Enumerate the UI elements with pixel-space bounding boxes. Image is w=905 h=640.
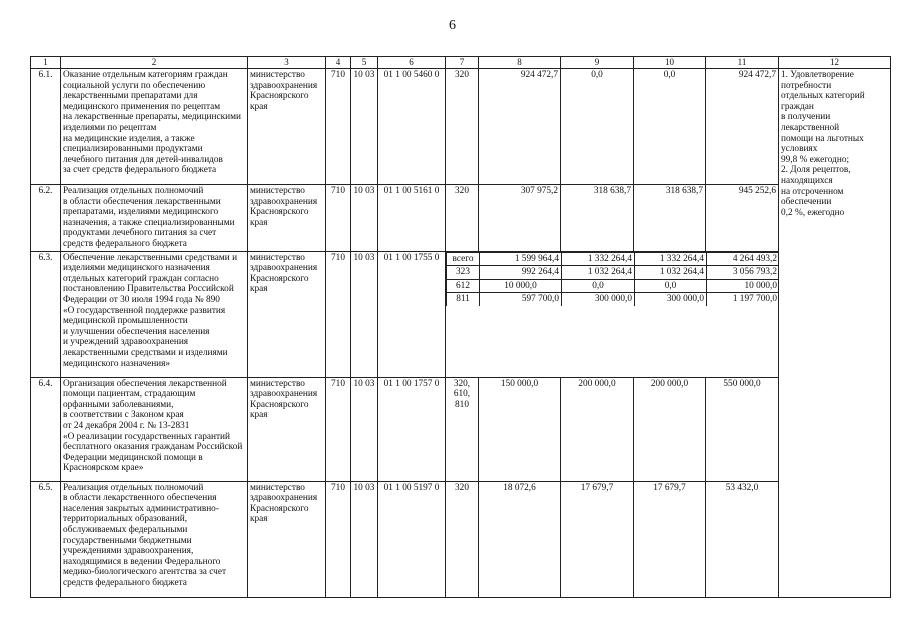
code-grbs: 710	[326, 251, 351, 377]
amount-total: 53 432,0	[706, 481, 779, 597]
amount-year2: 1 332 264,4	[562, 252, 635, 266]
code-csr: 01 1 00 1755 0	[378, 251, 446, 377]
expected-result: 1. Удовлетворение потребности отдельных категорий граждан в получении лекарственной помощи на льготных условиях 99,8 % ежегодно; 2. Доля рецептов, находящихся на отсроченном обеспечении 0,2 %, ежегодно	[779, 69, 891, 598]
code-rzpr: 10 03	[351, 69, 378, 185]
code-grbs: 710	[326, 481, 351, 597]
code-vr: 612	[447, 279, 480, 293]
col-header: 5	[351, 57, 378, 69]
col-header: 8	[479, 57, 561, 69]
col-header: 2	[61, 57, 248, 69]
breakdown-row	[447, 252, 779, 266]
amount-year1: 10 000,0	[480, 279, 562, 293]
amount-year1: 307 975,2	[479, 185, 561, 252]
code-vr: всего	[447, 252, 480, 266]
amount-year2: 0,0	[561, 69, 634, 185]
amount-year1: 924 472,7	[479, 69, 561, 185]
col-header: 9	[561, 57, 634, 69]
amount-year3: 1 332 264,4	[635, 252, 707, 266]
col-header: 4	[326, 57, 351, 69]
row-number: 6.5.	[31, 481, 61, 597]
code-grbs: 710	[326, 377, 351, 481]
code-vr: 323	[447, 266, 480, 280]
executor: министерство здравоохранения Красноярского края	[248, 377, 326, 481]
table-row	[31, 481, 891, 597]
amount-year3: 17 679,7	[634, 481, 706, 597]
amount-total: 550 000,0	[706, 377, 779, 481]
program-table	[30, 56, 891, 598]
amount-year1: 18 072,6	[479, 481, 561, 597]
breakdown-row	[447, 266, 779, 280]
amount-year3: 0,0	[634, 69, 706, 185]
amount-year3: 300 000,0	[635, 293, 707, 306]
amount-year3: 200 000,0	[634, 377, 706, 481]
amount-year2: 0,0	[562, 279, 635, 293]
amount-year2: 318 638,7	[561, 185, 634, 252]
amount-total: 945 252,6	[706, 185, 779, 252]
amount-year3: 1 032 264,4	[635, 266, 707, 280]
amount-total: 924 472,7	[706, 69, 779, 185]
table-row	[31, 377, 891, 481]
executor: министерство здравоохранения Красноярского края	[248, 69, 326, 185]
activity-name: Оказание отдельным категориям граждан социальной услуги по обеспечению лекарственными препаратами для медицинского применения по рецептам на лекарственные препараты, медицинскими изделиями по рецептам на медицинские изделия, а также специализированными продуктами лечебного питания для детей-инвалидов за счет средств федерального бюджета	[61, 69, 248, 185]
code-vr: 320, 610, 810	[446, 377, 479, 481]
amount-total: 10 000,0	[707, 279, 779, 293]
table-row	[31, 69, 891, 185]
amount-total: 3 056 793,2	[707, 266, 779, 280]
amount-year3: 318 638,7	[634, 185, 706, 252]
code-grbs: 710	[326, 69, 351, 185]
activity-name: Обеспечение лекарственными средствами и изделиями медицинского назначения отдельных категорий граждан согласно постановлению Правительства Российской Федерации от 30 июля 1994 года № 890 «О государственной поддержке развития медицинской промышленности и улучшении обеспечения населения и учреждений здравоохранения лекарственными средствами и изделиями медицинского назначения»	[61, 251, 248, 377]
breakdown-row	[447, 293, 779, 306]
activity-name: Организация обеспечения лекарственной помощи пациентам, страдающим орфанными заболеваниями, в соответствии с Законом края от 24 декабря 2004 г. № 13-2831 «О реализации государственных гарантий бесплатного оказания гражданам Российской Федерации медицинской помощи в Красноярском крае»	[61, 377, 248, 481]
amount-year1: 150 000,0	[479, 377, 561, 481]
amount-year2: 1 032 264,4	[562, 266, 635, 280]
amount-total: 1 197 700,0	[707, 293, 779, 306]
breakdown-row	[447, 279, 779, 293]
table-row	[31, 251, 891, 377]
executor: министерство здравоохранения Красноярского края	[248, 251, 326, 377]
amount-total: 4 264 493,2	[707, 252, 779, 266]
code-csr: 01 1 00 5161 0	[378, 185, 446, 252]
code-vr: 320	[446, 69, 479, 185]
code-grbs: 710	[326, 185, 351, 252]
code-rzpr: 10 03	[351, 185, 378, 252]
breakdown-table	[446, 252, 779, 306]
col-header: 6	[378, 57, 446, 69]
col-header: 11	[706, 57, 779, 69]
row-number: 6.2.	[31, 185, 61, 252]
amount-year1: 1 599 964,4	[480, 252, 562, 266]
code-rzpr: 10 03	[351, 377, 378, 481]
page-number: 6	[449, 18, 456, 33]
code-csr: 01 1 00 5460 0	[378, 69, 446, 185]
amount-year2: 17 679,7	[561, 481, 634, 597]
amount-year1: 597 700,0	[480, 293, 562, 306]
code-rzpr: 10 03	[351, 481, 378, 597]
col-header: 3	[248, 57, 326, 69]
row-number: 6.1.	[31, 69, 61, 185]
col-header: 10	[634, 57, 706, 69]
executor: министерство здравоохранения Красноярского края	[248, 481, 326, 597]
code-csr: 01 1 00 5197 0	[378, 481, 446, 597]
header-row	[31, 57, 891, 69]
row-number: 6.4.	[31, 377, 61, 481]
code-vr: 811	[447, 293, 480, 306]
code-vr: 320	[446, 185, 479, 252]
amount-year2: 300 000,0	[562, 293, 635, 306]
amount-year3: 0,0	[635, 279, 707, 293]
col-header: 12	[779, 57, 891, 69]
code-rzpr: 10 03	[351, 251, 378, 377]
executor: министерство здравоохранения Красноярского края	[248, 185, 326, 252]
amount-year2: 200 000,0	[561, 377, 634, 481]
activity-name: Реализация отдельных полномочий в области лекарственного обеспечения населения закрытых административно- территориальных образований, обслуживаемых федеральными государственными бюджетными учреждениями здравоохранения, находящимися в ведении Федерального медико-биологического агентства за счет средств федерального бюджета	[61, 481, 248, 597]
col-header: 7	[446, 57, 479, 69]
row-number: 6.3.	[31, 251, 61, 377]
code-vr: 320	[446, 481, 479, 597]
col-header: 1	[31, 57, 61, 69]
table-row	[31, 185, 891, 252]
amount-year1: 992 264,4	[480, 266, 562, 280]
code-csr: 01 1 00 1757 0	[378, 377, 446, 481]
activity-name: Реализация отдельных полномочий в области обеспечения лекарственными препаратами, изделиями медицинского назначения, а также специализированными продуктами лечебного питания за счет средств федерального бюджета	[61, 185, 248, 252]
breakdown-cell	[446, 251, 779, 377]
